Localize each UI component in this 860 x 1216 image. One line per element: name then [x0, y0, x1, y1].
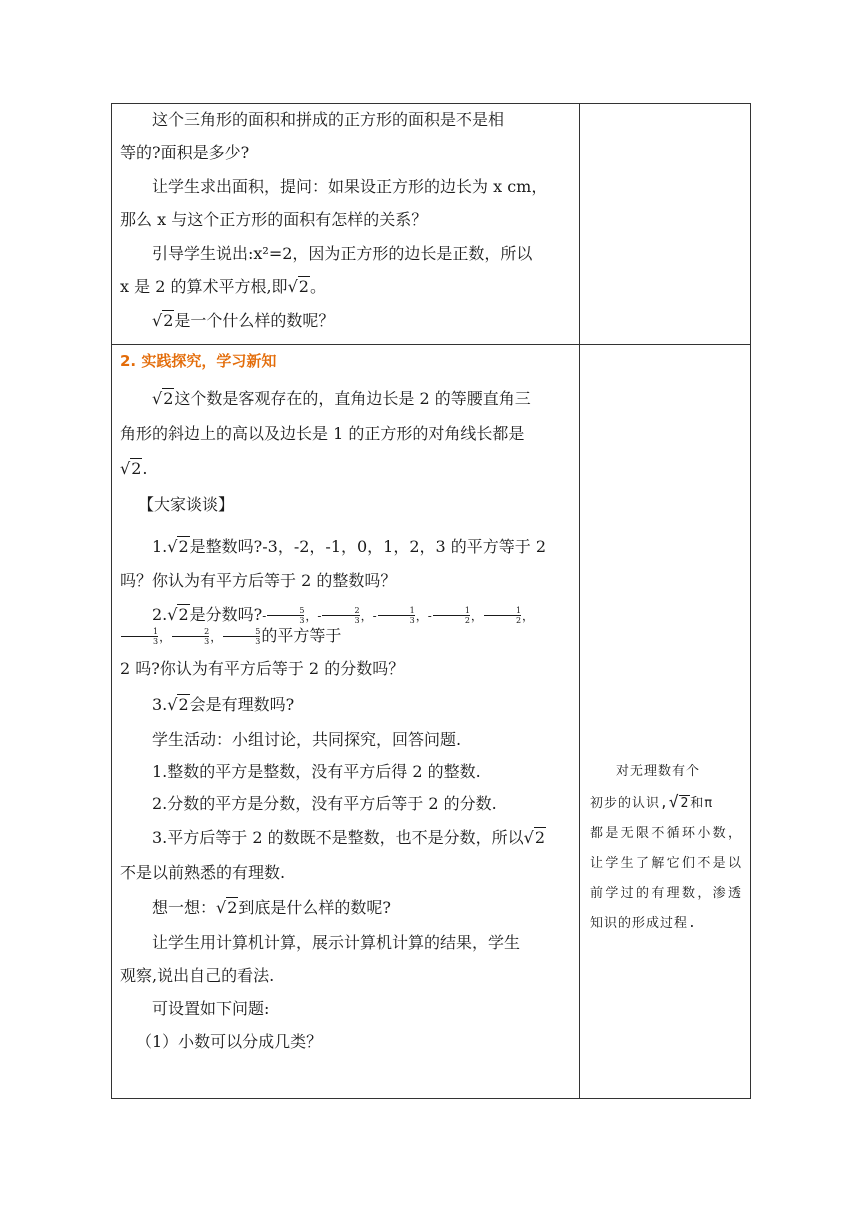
paragraph: 引导学生说出:x²=2，因为正方形的边长是正数，所以 [152, 244, 533, 263]
paragraph [112, 459, 579, 479]
fraction-stack [322, 606, 359, 625]
radical-sign: √ [152, 311, 163, 330]
sqrt-2 [152, 310, 174, 330]
radicand: 2 [534, 828, 546, 847]
fraction-sign: - [372, 609, 377, 623]
fraction-stack [172, 627, 209, 646]
teaching-note [590, 757, 742, 939]
radical-sign: √ [523, 828, 534, 847]
fraction-stack [267, 606, 304, 625]
answer-item: 2.分数的平方是分数，没有平方后等于 2 的分数. [152, 794, 497, 813]
separator: ， [522, 609, 535, 623]
denominator: 3 [354, 616, 360, 625]
question-item: （1）小数可以分成几类？ [136, 1032, 323, 1051]
paragraph [112, 695, 579, 715]
numerator: 1 [484, 606, 521, 616]
sqrt-2 [167, 536, 189, 556]
paragraph [112, 605, 579, 647]
denominator: 3 [255, 637, 261, 646]
fraction-sign: - [262, 609, 267, 623]
radical-sign: √ [152, 389, 163, 408]
fraction [171, 626, 222, 645]
note-text: 都是无限不循环小数，让学生了解它们不是以前学过的有理数，渗透知识的形成过程. [590, 826, 742, 931]
text-span: 是一个什么样的数呢？ [174, 311, 335, 330]
sqrt-2 [120, 458, 142, 478]
fraction-stack [484, 606, 521, 625]
fraction-stack [378, 606, 415, 625]
paragraph: 可设置如下问题: [152, 999, 270, 1018]
separator: ， [159, 630, 172, 644]
separator: ， [360, 609, 373, 623]
paragraph: 那么 x 与这个正方形的面积有怎样的关系？ [120, 210, 428, 229]
text-span: 到底是什么样的数呢? [238, 898, 391, 917]
answer-item [112, 828, 579, 848]
denominator: 3 [409, 616, 415, 625]
fraction-stack [121, 627, 158, 646]
numerator: 5 [267, 606, 304, 616]
paragraph [112, 389, 579, 409]
denominator: 2 [515, 616, 522, 625]
text-span: 1. [152, 537, 168, 556]
lesson-plan-table [111, 103, 751, 1099]
section-heading: 2. 实践探究，学习新知 [120, 352, 277, 370]
separator: ， [470, 609, 483, 623]
denominator: 3 [153, 637, 159, 646]
radical-sign: √ [167, 537, 178, 556]
note-line: 初步的认识,√2和π [590, 792, 714, 811]
radicand: 2 [178, 695, 189, 714]
numerator: 1 [121, 627, 158, 637]
numerator: 2 [172, 627, 209, 637]
paragraph: 2 吗?你认为有平方后等于 2 的分数吗？ [120, 659, 405, 678]
text-span: 这个数是客观存在的，直角边长是 2 的等腰直角三 [174, 389, 531, 408]
fraction [483, 605, 534, 624]
text-span: 3. [152, 695, 168, 714]
fraction [373, 605, 428, 624]
text-span: 3.平方后等于 2 的数既不是整数，也不是分数，所以 [152, 828, 524, 847]
denominator: 3 [299, 616, 305, 625]
fraction-stack [433, 606, 470, 625]
sqrt-2 [216, 897, 238, 917]
text-span: 想一想： [152, 898, 217, 917]
paragraph: 角形的斜边上的高以及边长是 1 的正方形的对角线长都是 [120, 424, 525, 443]
radicand: 2 [178, 605, 189, 624]
text-span: 。 [309, 277, 326, 296]
separator: ， [305, 609, 318, 623]
paragraph: 这个三角形的面积和拼成的正方形的面积是不是相 [152, 110, 505, 129]
fraction-sign: - [427, 609, 432, 623]
paragraph [112, 311, 579, 331]
content-cell [112, 345, 580, 1099]
text-span: . [142, 459, 148, 478]
denominator: 3 [204, 637, 210, 646]
radical-sign: √ [287, 277, 298, 296]
numerator: 1 [433, 606, 470, 616]
numerator: 5 [223, 627, 260, 637]
answer-item: 1.整数的平方是整数，没有平方后得 2 的整数. [152, 762, 481, 781]
paragraph [112, 898, 579, 918]
fraction [222, 626, 261, 645]
radical-sign: √ [167, 605, 178, 624]
discussion-label: 【大家谈谈】 [138, 495, 235, 514]
numerator: 1 [378, 606, 415, 616]
fraction [428, 605, 483, 624]
paragraph: 吗？你认为有平方后等于 2 的整数吗？ [120, 571, 397, 590]
paragraph: 让学生求出面积，提问：如果设正方形的边长为 x cm， [152, 177, 548, 196]
paragraph: 学生活动：小组讨论，共同探究，回答问题. [152, 730, 462, 749]
text-span: 是分数吗? [189, 605, 263, 624]
radicand: 2 [163, 311, 174, 330]
radicand: 2 [131, 459, 142, 478]
radical-sign: √ [668, 792, 680, 811]
sqrt-2 [152, 388, 174, 408]
radical-sign: √ [216, 898, 227, 917]
separator: ， [415, 609, 428, 623]
text-span: 2. [152, 605, 168, 624]
fraction [262, 605, 317, 624]
table-row [112, 345, 751, 1099]
radicand: 2 [227, 898, 238, 917]
text-span: 的平方等于 [261, 626, 342, 645]
content-cell [112, 104, 580, 345]
paragraph: 不是以前熟悉的有理数. [120, 863, 286, 882]
notes-cell [580, 104, 751, 345]
separator: ， [210, 630, 223, 644]
radical-sign: √ [120, 459, 131, 478]
fraction-sign: - [317, 609, 322, 623]
denominator: 2 [464, 616, 470, 625]
radicand: 2 [680, 796, 690, 811]
fraction [317, 605, 372, 624]
sqrt-2 [288, 276, 310, 296]
sqrt-2 [668, 792, 690, 811]
paragraph [112, 537, 579, 557]
note-line: 对无理数有个 [616, 764, 701, 779]
sqrt-2 [524, 827, 546, 847]
text-span: x 是 2 的算术平方根,即 [120, 277, 288, 296]
paragraph [112, 277, 579, 297]
table-row [112, 104, 751, 345]
text-span: 会是有理数吗? [189, 695, 295, 714]
sqrt-2 [167, 694, 189, 714]
radicand: 2 [298, 277, 309, 296]
numerator: 2 [322, 606, 359, 616]
radicand: 2 [178, 537, 189, 556]
notes-cell [580, 345, 751, 1099]
text-span: 是整数吗?-3，-2，-1，0，1，2，3 的平方等于 2 [189, 537, 547, 556]
sqrt-2 [167, 604, 189, 624]
paragraph: 让学生用计算机计算，展示计算机计算的结果，学生 [152, 933, 521, 952]
paragraph: 等的?面积是多少? [120, 143, 250, 162]
paragraph: 观察,说出自己的看法. [120, 966, 275, 985]
fraction-stack [223, 627, 260, 646]
radicand: 2 [163, 389, 174, 408]
radical-sign: √ [167, 695, 178, 714]
fraction [120, 626, 171, 645]
